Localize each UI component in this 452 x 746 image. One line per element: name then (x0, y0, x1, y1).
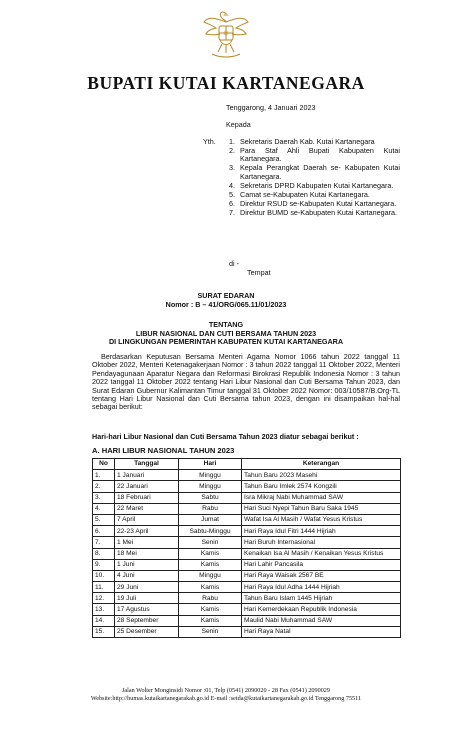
recipient-number: 3. (229, 163, 235, 173)
header-hari: Hari (179, 459, 242, 470)
cell-tanggal: 25 Desember (115, 626, 179, 637)
cell-keterangan: Hari Lahir Pancasila (242, 559, 401, 570)
cell-keterangan: Tahun Baru 2023 Masehi (242, 470, 401, 481)
cell-keterangan: Hari Buruh Internasional (242, 537, 401, 548)
cell-tanggal: 18 Februari (115, 492, 179, 503)
cell-tanggal: 18 Mei (115, 548, 179, 559)
subject-line-2: DI LINGKUNGAN PEMERINTAH KABUPATEN KUTAI KARTANEGARA (108, 337, 344, 346)
footer-contact: Website:http://humas.kutaikartanegarakab.go.id E-mail :setda@kutaikartanegarakab.go.id Tenggarong 75511 (90, 695, 362, 702)
kepada-label: Kepada (226, 120, 251, 129)
cell-no: 7. (93, 537, 115, 548)
holiday-table (92, 458, 401, 638)
table-row (93, 481, 401, 492)
intro-line: Hari-hari Libur Nasional dan Cuti Bersama Tahun 2023 diatur sebagai berikut : (92, 432, 359, 441)
table-row (93, 593, 401, 604)
cell-no: 13. (93, 604, 115, 615)
cell-no: 11. (93, 582, 115, 593)
cell-hari: Minggu (179, 570, 242, 581)
table-row (93, 559, 401, 570)
garuda-emblem-icon (202, 8, 250, 60)
body-paragraph: Berdasarkan Keputusan Bersama Menteri Agama Nomor 1066 tahun 2022 tanggal 11 Oktober 2022, Menteri Ketenagakerjaan Nomor : 3 tahun 2022 tanggal 11 Oktober 2022, Menteri Pendayagunaan Aparatur Negara dan Reformasi Birokrasi Republik Indonesia Nomor : 3 tahun 2022 tanggal 11 Oktober 2022 tentang Hari Libur Nasional dan Cuti Bersama Tahun 2023, dan Surat Edaran Gubernur Kalimantan Timur tanggal 31 Oktober 2022 Nomor: 003/10587/B.Org-TL tentang Hari Libur Nasional dan Cuti Bersama tahun 2023, dengan ini disampaikan hal-hal sebagai berikut: (92, 352, 400, 412)
cell-hari: Minggu (179, 470, 242, 481)
cell-keterangan: Kenaikan Isa Al Masih / Kenaikan Yesus Kristus (242, 548, 401, 559)
cell-keterangan: Hari Raya Natal (242, 626, 401, 637)
cell-keterangan: Hari Raya Idul Fitri 1444 Hijriah (242, 526, 401, 537)
table-row (93, 514, 401, 525)
table-row (93, 604, 401, 615)
recipient-text: Para Staf Ahli Bupati Kabupaten Kutai Kartanegara. (240, 146, 400, 164)
recipient-number: 1. (229, 137, 235, 146)
cell-tanggal: 4 Juni (115, 570, 179, 581)
tempat-label: Tempat (247, 268, 271, 277)
cell-no: 12. (93, 593, 115, 604)
cell-no: 3. (93, 492, 115, 503)
recipient-item (229, 164, 400, 181)
cell-no: 4. (93, 503, 115, 514)
cell-no: 15. (93, 626, 115, 637)
footer-address: Jalan Wolter Monginsidi Nomor :01, Telp (0541) 2090020 - 28 Fax (0541) 2090029 (122, 687, 330, 694)
cell-hari: Kamis (179, 604, 242, 615)
holiday-table-body (93, 470, 401, 638)
cell-keterangan: Isra Mikraj Nabi Muhammad SAW (242, 492, 401, 503)
cell-no: 5. (93, 514, 115, 525)
cell-hari: Kamis (179, 615, 242, 626)
recipient-list (229, 138, 400, 218)
cell-hari: Sabtu-Minggu (179, 526, 242, 537)
surat-edaran-title: SURAT EDARAN (197, 291, 255, 300)
cell-hari: Senin (179, 537, 242, 548)
place-date: Tenggarong, 4 Januari 2023 (226, 103, 316, 112)
table-row (93, 582, 401, 593)
cell-no: 2. (93, 481, 115, 492)
table-row (93, 615, 401, 626)
recipient-number: 7. (229, 207, 235, 217)
header-keterangan: Keterangan (242, 459, 401, 470)
recipient-text: Sekretaris Daerah Kab. Kutai Kartanegara (240, 137, 375, 146)
table-row (93, 526, 401, 537)
tentang-heading: TENTANG (208, 320, 244, 329)
letterhead-title: BUPATI KUTAI KARTANEGARA (87, 73, 365, 93)
cell-tanggal: 22-23 April (115, 526, 179, 537)
recipient-text: Direktur RSUD se-Kabupaten Kutai Kartanegara. (240, 198, 397, 208)
recipient-text: Kepala Perangkat Daerah se- Kabupaten Kutai Kartanegara. (240, 163, 400, 181)
section-a-heading: A. HARI LIBUR NASIONAL TAHUN 2023 (92, 446, 235, 455)
di-label: di - (229, 259, 239, 268)
cell-hari: Kamis (179, 559, 242, 570)
cell-tanggal: 17 Agustus (115, 604, 179, 615)
cell-no: 8. (93, 548, 115, 559)
table-row (93, 492, 401, 503)
cell-keterangan: Hari Raya Idul Adha 1444 Hijriah (242, 582, 401, 593)
cell-hari: Kamis (179, 582, 242, 593)
cell-hari: Senin (179, 626, 242, 637)
recipient-text: Direktur BUMD se-Kabupaten Kutai Kartanegara. (240, 207, 398, 217)
cell-keterangan: Hari Suci Nyepi Tahun Baru Saka 1945 (242, 503, 401, 514)
cell-no: 14. (93, 615, 115, 626)
header-no: No (93, 459, 115, 470)
table-row (93, 470, 401, 481)
table-row (93, 503, 401, 514)
cell-tanggal: 7 April (115, 514, 179, 525)
cell-no: 9. (93, 559, 115, 570)
cell-no: 6. (93, 526, 115, 537)
cell-tanggal: 22 Januari (115, 481, 179, 492)
cell-hari: Kamis (179, 548, 242, 559)
cell-tanggal: 28 September (115, 615, 179, 626)
cell-keterangan: Hari Kemerdekaan Republik Indonesia (242, 604, 401, 615)
cell-hari: Rabu (179, 503, 242, 514)
cell-keterangan: Wafat Isa Al Masih / Wafat Yesus Kristus (242, 514, 401, 525)
cell-keterangan: Maulid Nabi Muhammad SAW (242, 615, 401, 626)
table-row (93, 626, 401, 637)
cell-tanggal: 1 Januari (115, 470, 179, 481)
cell-tanggal: 1 Juni (115, 559, 179, 570)
cell-tanggal: 1 Mei (115, 537, 179, 548)
recipient-number: 6. (229, 198, 235, 208)
recipient-number: 4. (229, 180, 235, 190)
table-header-row (93, 459, 401, 470)
table-row (93, 570, 401, 581)
cell-no: 1. (93, 470, 115, 481)
cell-hari: Jumat (179, 514, 242, 525)
recipient-text: Sekretaris DPRD Kabupaten Kutai Kartanegara. (240, 180, 394, 190)
cell-tanggal: 22 Maret (115, 503, 179, 514)
subject-line-1: LIBUR NASIONAL DAN CUTI BERSAMA TAHUN 2023 (135, 329, 317, 338)
recipient-number: 5. (229, 189, 235, 199)
yth-label: Yth. (203, 137, 216, 146)
cell-hari: Minggu (179, 481, 242, 492)
recipient-number: 2. (229, 146, 235, 155)
cell-hari: Rabu (179, 593, 242, 604)
table-row (93, 548, 401, 559)
cell-hari: Sabtu (179, 492, 242, 503)
recipient-text: Camat se-Kabupaten Kutai Kartanegara. (240, 189, 370, 199)
cell-tanggal: 19 Juli (115, 593, 179, 604)
recipient-item (229, 147, 400, 164)
recipient-item (229, 209, 400, 217)
cell-keterangan: Tahun Baru Islam 1445 Hijriah (242, 593, 401, 604)
table-row (93, 537, 401, 548)
cell-keterangan: Hari Raya Waisak 2567 BE (242, 570, 401, 581)
header-tanggal: Tanggal (115, 459, 179, 470)
surat-nomor: Nomor : B – 41/ORG/065.11/01/2023 (165, 300, 287, 309)
cell-tanggal: 29 Juni (115, 582, 179, 593)
cell-keterangan: Tahun Baru Imlek 2574 Kongzili (242, 481, 401, 492)
cell-no: 10. (93, 570, 115, 581)
